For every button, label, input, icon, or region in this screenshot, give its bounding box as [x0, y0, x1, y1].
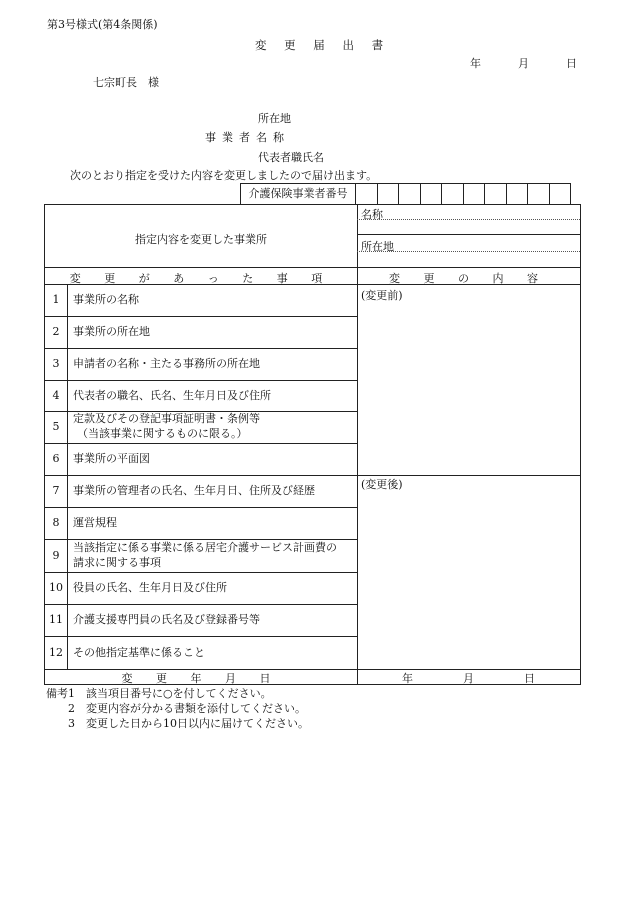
provider-number-digit[interactable]: [399, 184, 421, 205]
provider-number-digit[interactable]: [421, 184, 443, 205]
provider-number-row: [240, 183, 571, 205]
row-item: 申請者の名称・主たる事務所の所在地: [73, 357, 260, 370]
date-month: 月: [518, 57, 529, 70]
row-item: 事業所の所在地: [73, 325, 150, 338]
facility-label: 指定内容を変更した事業所: [135, 233, 267, 246]
remark-item: 備考1 該当項目番号に○を付してください。: [46, 687, 272, 700]
row-number: 1: [52, 293, 60, 306]
divider: [45, 507, 357, 508]
provider-number-label: 介護保険事業者番号: [241, 184, 356, 205]
row-number: 9: [52, 549, 60, 562]
row-item: 事業所の管理者の氏名、生年月日、住所及び経歴: [73, 484, 315, 497]
provider-number-digit[interactable]: [528, 184, 550, 205]
row-item-note: （当該事業に関するものに限る。）: [77, 427, 248, 440]
before-change-label: (変更前): [361, 289, 403, 302]
divider: [45, 572, 357, 573]
provider-number-digit[interactable]: [378, 184, 400, 205]
change-date-month: 月: [463, 672, 474, 685]
row-number: 6: [52, 452, 60, 465]
provider-number-digit[interactable]: [507, 184, 529, 205]
change-table: [44, 204, 581, 685]
remark-item: 3 変更した日から10日以内に届けてください。: [68, 717, 309, 730]
divider: [357, 251, 580, 252]
row-number: 11: [49, 613, 63, 626]
row-item: 定款及びその登記事項証明書・条例等: [73, 412, 260, 425]
row-number: 8: [52, 516, 60, 529]
changed-items-header: 変 更 が あ っ た 事 項: [69, 272, 333, 285]
remark-item: 2 変更内容が分かる書類を添付してください。: [68, 702, 306, 715]
row-number: 12: [49, 646, 63, 659]
document-title: 変 更 届 出 書: [255, 38, 391, 52]
applicant-business-label: 事業者名称: [205, 131, 290, 144]
row-number: 10: [49, 581, 63, 594]
row-item: 当該指定に係る事業に係る居宅介護サービス計画費の: [73, 541, 337, 554]
row-item: 役員の氏名、生年月日及び住所: [73, 581, 227, 594]
facility-name-label: 名称: [361, 208, 383, 221]
divider: [45, 267, 580, 268]
row-number: 2: [52, 325, 60, 338]
row-number: 7: [52, 484, 60, 497]
row-item: 事業所の名称: [73, 293, 139, 306]
submission-date: [470, 55, 577, 71]
remarks: [46, 686, 309, 731]
row-item: 運営規程: [73, 516, 117, 529]
change-date-year: 年: [402, 672, 413, 685]
after-change-label: (変更後): [361, 478, 403, 491]
facility-location-label: 所在地: [361, 240, 394, 253]
change-date-day: 日: [524, 672, 535, 685]
applicant-address-label: 所在地: [258, 112, 291, 125]
divider: [45, 284, 580, 285]
provider-number-digit[interactable]: [464, 184, 486, 205]
intro-text: 次のとおり指定を受けた内容を変更しましたので届け出ます。: [70, 169, 378, 182]
addressee: 七宗町長 様: [93, 76, 159, 89]
applicant-rep-label: 代表者職氏名: [258, 151, 324, 164]
divider: [45, 443, 357, 444]
row-item: 介護支援専門員の氏名及び登録番号等: [73, 613, 260, 626]
divider: [67, 284, 68, 669]
row-number: 5: [52, 420, 60, 433]
divider: [45, 539, 357, 540]
row-item: その他指定基準に係ること: [73, 646, 205, 659]
row-item-note: 請求に関する事項: [73, 556, 161, 569]
date-day: 日: [566, 57, 577, 70]
divider: [357, 219, 580, 220]
change-date-value: [357, 670, 580, 686]
provider-number-digit[interactable]: [550, 184, 571, 205]
divider: [45, 380, 357, 381]
row-number: 4: [52, 389, 60, 402]
change-content-header: 変 更 の 内 容: [389, 272, 548, 285]
divider: [45, 348, 357, 349]
form-number: 第3号様式(第4条関係): [47, 18, 158, 31]
date-year: 年: [470, 57, 481, 70]
row-item: 事業所の平面図: [73, 452, 150, 465]
divider: [45, 475, 580, 476]
provider-number-digit[interactable]: [356, 184, 378, 205]
divider: [357, 234, 580, 235]
divider: [45, 604, 357, 605]
row-number: 3: [52, 357, 60, 370]
row-item: 代表者の職名、氏名、生年月日及び住所: [73, 389, 271, 402]
divider: [45, 636, 357, 637]
divider: [45, 316, 357, 317]
change-date-label: 変 更 年 月 日: [121, 672, 281, 685]
provider-number-digit[interactable]: [485, 184, 507, 205]
provider-number-digit[interactable]: [442, 184, 464, 205]
